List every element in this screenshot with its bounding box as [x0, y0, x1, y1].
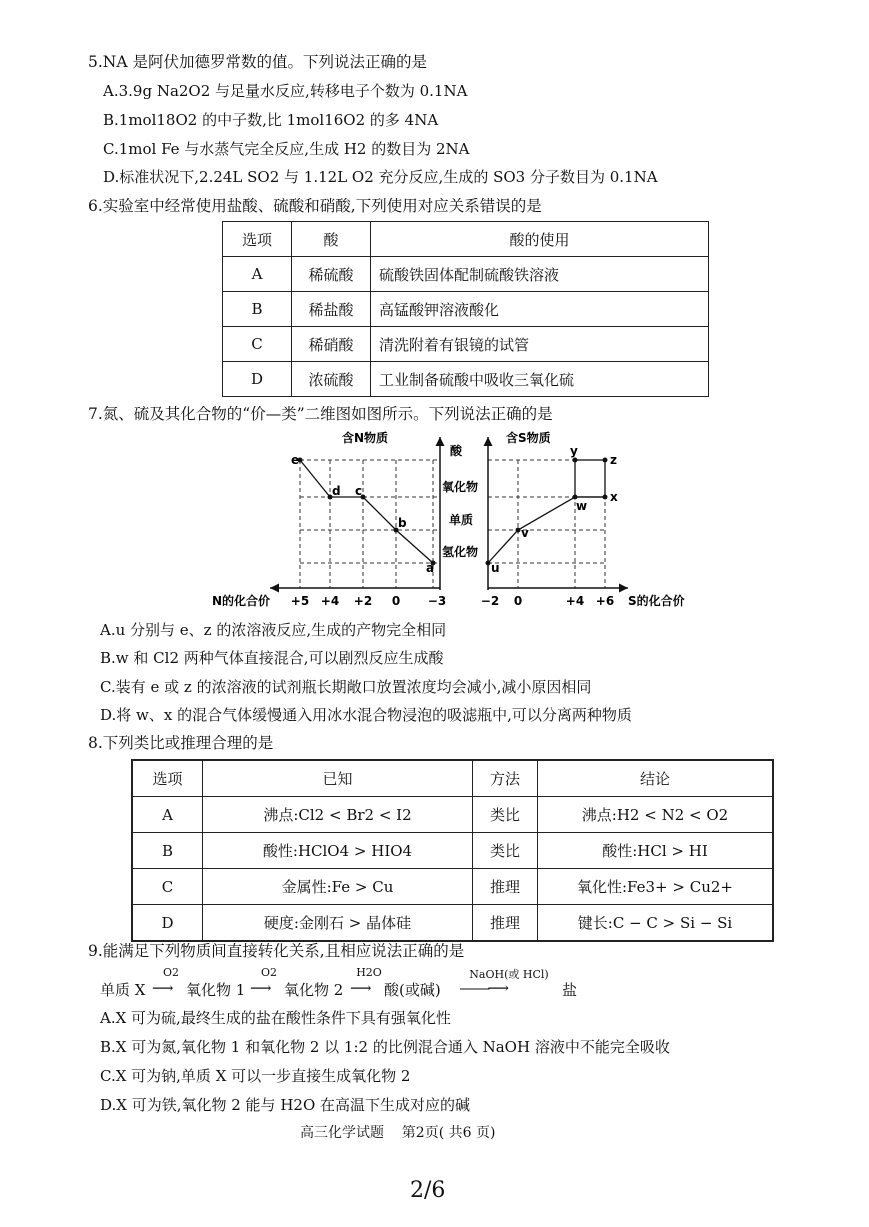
q7-stem: 7.氮、硫及其化合物的“价—类”二维图如图所示。下列说法正确的是	[88, 405, 553, 423]
table-header-row	[132, 760, 773, 797]
arrow-icon: ⟶	[250, 979, 272, 997]
point-label-y: y	[570, 444, 578, 458]
arrow-icon: ⟶	[152, 979, 174, 997]
table-cell: 键长:C − C > Si − Si	[538, 905, 774, 942]
table-cell: 推理	[473, 905, 538, 942]
point-label-a: a	[426, 561, 435, 575]
n-tick: 0	[391, 594, 401, 608]
n-axis-label: N的化合价	[212, 594, 271, 608]
q5-option-a: A.3.9g Na2O2 与足量水反应,转移电子个数为 0.1NA	[103, 82, 468, 100]
chain-species: 单质 X	[100, 981, 146, 999]
table-cell: 稀硫酸	[292, 257, 371, 292]
table-cell: B	[223, 292, 292, 327]
chain-species: 氧化物 2	[284, 981, 344, 999]
table-cell: 浓硫酸	[292, 362, 371, 397]
left-title: 含N物质	[342, 431, 389, 445]
table-cell: D	[132, 905, 203, 942]
table-cell: 稀盐酸	[292, 292, 371, 327]
point-label-v: v	[521, 526, 529, 540]
table-header-cell: 结论	[538, 760, 774, 797]
chain-reagent: H2O	[356, 966, 382, 979]
chain-species: 盐	[562, 981, 578, 999]
arrow-icon: ⟶	[350, 979, 372, 997]
table-row	[132, 833, 773, 869]
table-cell: 类比	[473, 833, 538, 869]
table-cell: 高锰酸钾溶液酸化	[371, 292, 709, 327]
s-axis-label: S的化合价	[628, 594, 685, 608]
q9-stem: 9.能满足下列物质间直接转化关系,且相应说法正确的是	[88, 942, 465, 960]
point-label-x: x	[610, 490, 618, 504]
chain-species: 酸(或碱)	[384, 981, 441, 999]
table-row	[223, 327, 709, 362]
s-tick: −2	[480, 594, 500, 608]
table-cell: 硫酸铁固体配制硫酸铁溶液	[371, 257, 709, 292]
right-title: 含S物质	[506, 431, 551, 445]
table-row	[132, 869, 773, 905]
chain-reagent: O2	[162, 966, 180, 979]
conversion-chain	[100, 966, 620, 1000]
table-header-cell: 选项	[132, 760, 203, 797]
table-header-cell: 酸的使用	[371, 222, 709, 257]
q7-option-b: B.w 和 Cl2 两种气体直接混合,可以剧烈反应生成酸	[100, 649, 444, 667]
category-element: 单质	[449, 513, 474, 527]
category-oxide: 氧化物	[442, 480, 479, 494]
table-header-cell: 选项	[223, 222, 292, 257]
table-header-cell: 方法	[473, 760, 538, 797]
table-cell: 清洗附着有银镜的试管	[371, 327, 709, 362]
table-cell: 酸性:HCl > HI	[538, 833, 774, 869]
chain-reagent: O2	[260, 966, 278, 979]
valence-class-diagram	[200, 425, 700, 615]
category-hydride: 氢化物	[442, 545, 479, 559]
q5-option-d: D.标准状况下,2.24L SO2 与 1.12L O2 充分反应,生成的 SO3 分子数目为 0.1NA	[103, 168, 658, 186]
table-cell: 类比	[473, 797, 538, 833]
table-row	[132, 797, 773, 833]
q8-stem: 8.下列类比或推理合理的是	[88, 734, 274, 752]
s-tick: +4	[565, 594, 585, 608]
s-tick: 0	[513, 594, 523, 608]
table-cell: C	[223, 327, 292, 362]
table-header-cell: 已知	[203, 760, 473, 797]
table-cell: 氧化性:Fe3+ > Cu2+	[538, 869, 774, 905]
q7-option-d: D.将 w、x 的混合气体缓慢通入用冰水混合物浸泡的吸滤瓶中,可以分离两种物质	[100, 706, 632, 724]
table-cell: 工业制备硫酸中吸收三氧化硫	[371, 362, 709, 397]
table-cell: 沸点:H2 < N2 < O2	[538, 797, 774, 833]
table-cell: C	[132, 869, 203, 905]
point-label-w: w	[576, 499, 588, 513]
q6-stem: 6.实验室中经常使用盐酸、硫酸和硝酸,下列使用对应关系错误的是	[88, 197, 542, 215]
point-label-c: c	[355, 484, 363, 498]
table-row	[223, 257, 709, 292]
table-row	[132, 905, 773, 942]
table-cell: 稀硝酸	[292, 327, 371, 362]
q6-table	[222, 221, 709, 397]
point-label-u: u	[491, 561, 500, 575]
table-header-cell: 酸	[292, 222, 371, 257]
q9-option-c: C.X 可为钠,单质 X 可以一步直接生成氧化物 2	[100, 1067, 411, 1085]
q5-option-b: B.1mol18O2 的中子数,比 1mol16O2 的多 4NA	[103, 111, 439, 129]
chain-reagent: NaOH(或 HCl)	[469, 968, 549, 981]
arrow-icon: ⎯⎯⎯⎯⎯⟶	[460, 979, 508, 997]
table-cell: B	[132, 833, 203, 869]
table-cell: 金属性:Fe > Cu	[203, 869, 473, 905]
n-tick: +2	[353, 594, 373, 608]
table-row	[223, 362, 709, 397]
page-footer: 高三化学试题 第2页( 共6 页)	[300, 1125, 496, 1141]
chain-species: 氧化物 1	[186, 981, 246, 999]
page-number: 2/6	[410, 1178, 446, 1203]
q9-option-b: B.X 可为氮,氧化物 1 和氧化物 2 以 1:2 的比例混合通入 NaOH 溶液中不能完全吸收	[100, 1038, 670, 1056]
q5-stem: 5.NA 是阿伏加德罗常数的值。下列说法正确的是	[88, 53, 427, 71]
table-cell: 推理	[473, 869, 538, 905]
point-label-b: b	[398, 516, 407, 530]
n-tick: +4	[320, 594, 340, 608]
n-tick: +5	[290, 594, 310, 608]
q5-option-c: C.1mol Fe 与水蒸气完全反应,生成 H2 的数目为 2NA	[103, 140, 470, 158]
table-cell: D	[223, 362, 292, 397]
s-tick: +6	[595, 594, 615, 608]
table-cell: A	[132, 797, 203, 833]
q7-option-c: C.装有 e 或 z 的浓溶液的试剂瓶长期敞口放置浓度均会减小,减小原因相同	[100, 678, 592, 696]
point-label-z: z	[610, 453, 617, 467]
table-cell: A	[223, 257, 292, 292]
category-acid: 酸	[450, 444, 463, 458]
table-cell: 酸性:HClO4 > HIO4	[203, 833, 473, 869]
q9-option-d: D.X 可为铁,氧化物 2 能与 H2O 在高温下生成对应的碱	[100, 1096, 471, 1114]
point-label-e: e	[291, 453, 300, 467]
q7-option-a: A.u 分别与 e、z 的浓溶液反应,生成的产物完全相同	[100, 621, 447, 639]
table-header-row	[223, 222, 709, 257]
table-row	[223, 292, 709, 327]
point-label-d: d	[332, 484, 341, 498]
q8-table	[131, 759, 774, 942]
table-cell: 沸点:Cl2 < Br2 < I2	[203, 797, 473, 833]
n-tick: −3	[427, 594, 447, 608]
q9-option-a: A.X 可为硫,最终生成的盐在酸性条件下具有强氧化性	[100, 1009, 451, 1027]
table-cell: 硬度:金刚石 > 晶体硅	[203, 905, 473, 942]
